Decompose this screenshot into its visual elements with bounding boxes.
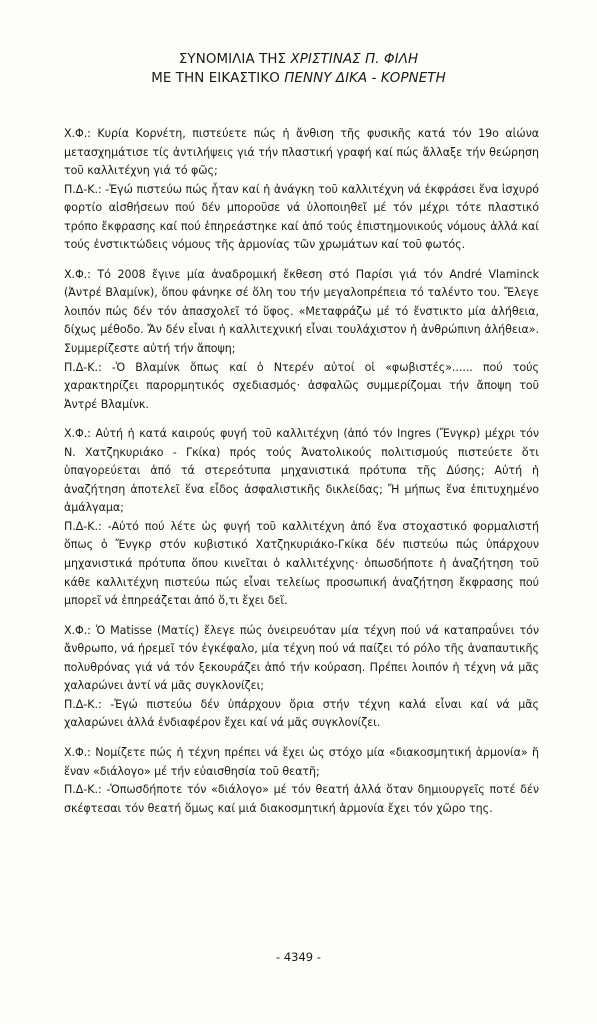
paragraph: Χ.Φ.: Τό 2008 ἔγινε μία ἀναδρομική ἔκθεση στό Παρίσι γιά τόν André Vlaminck (Ἀντρέ Βλαμίνκ), ὅπου φάνηκε σέ ὅλη του τήν μεγαλοπρέπεια τό ταλέντο του. Ἔλεγε λοιπόν πώς δέν τόν ἀπασχολεῖ τό ὕφος. «Μεταφράζω μέ τό ἔνστικτο μία ἀλήθεια, δίχως μέθοδο. Ἄν δέν εἶναι ἡ καλλιτεχνική εἶναι τουλάχιστον ἡ ἀνθρώπινη ἀλήθεια». Συμμερίζεστε αὐτή τήν ἄποψη; [64, 267, 539, 356]
paragraph: Π.Δ-Κ.: -Ἐγώ πιστεύω δέν ὑπάρχουν ὅρια στήν τέχνη καλά εἶναι καί νά μᾶς χαλαρώνει ἀλλά ἐνδιαφέρον ἔχει καί νά μᾶς συγκλονίζει. [64, 697, 539, 730]
interviewee-name: ΠΕΝΝΥ ΔΙΚΑ - ΚΟΡΝΕΤΗ [284, 71, 446, 86]
paragraph: Π.Δ-Κ.: -Ἐγώ πιστεύω πώς ἦταν καί ἡ ἀνάγκη τοῦ καλλιτέχνη νά ἐκφράσει ἕνα ἰσχυρό φορτίο αἰσθήσεων πού δέν μποροῦσε νά ὑλοποιηθεῖ μέ τόν μέχρι τότε πλαστικό τρόπο ἔκφρασης καί πού ἐπηρεάστηκε καί ἀπό τούς ἐπιστημονικούς νόμους ἀλλά καί τούς ἐνστικτώδεις νόμους τῆς ἁρμονίας τῶν χρωμάτων καί τοῦ φωτός. [64, 182, 539, 252]
interviewer-name: ΧΡΙΣΤΙΝΑΣ Π. ΦΙΛΗ [290, 52, 419, 67]
paragraph: Χ.Φ.: Αὐτή ἡ κατά καιρούς φυγή τοῦ καλλιτέχνη (ἀπό τόν Ingres (Ἔνγκρ) μέχρι τόν Ν. Χατζηκυριάκο - Γκίκα) πρός τούς Ἀνατολικούς πολιτισμούς πιστεύετε ὅτι ὑπαγορεύεται ἀπό τά στερεότυπα μηχανιστικά πρότυπα τῆς Δύσης; Αὐτή ἡ ἀναζήτηση ἀποτελεῖ ἕνα εἶδος ἀσφαλιστικῆς δικλείδας; Ἤ μήπως ἕνα ἐπιτυχημένο ἀμάλγαμα; [64, 427, 539, 515]
paragraph: Χ.Φ.: Νομίζετε πώς ἡ τέχνη πρέπει νά ἔχει ὡς στόχο μία «διακοσμητική ἁρμονία» ἤ ἕναν «διάλογο» μέ τήν εὐαισθησία τοῦ θεατῆ; [64, 745, 539, 778]
paragraph: Π.Δ-Κ.: -Ὁπωσδήποτε τόν «διάλογο» μέ τόν θεατή ἀλλά ὅταν δημιουργεῖς ποτέ δέν σκέφτεσαι τόν θεατή ὅμως καί μιά διακοσμητική ἁρμονία ἔχει τόν χῶρο της. [64, 783, 539, 815]
interview-body [64, 125, 539, 818]
paragraph: Π.Δ-Κ.: -Αὐτό πού λέτε ὡς φυγή τοῦ καλλιτέχνη ἀπό ἕνα στοχαστικό φορμαλιστή ὅπως ὁ Ἔνγκρ στόν κυβιστικό Χατζηκυριάκο-Γκίκα δέν πιστεύω πώς ὑπάρχουν μηχανιστικά πρότυπα ὅπου κινεῖται ὁ καλλιτέχνης· ὁπωσδήποτε ἡ ἀναζήτηση τοῦ κάθε καλλιτέχνη πιστεύω πώς εἶναι τελείως προσωπική ἀναζήτηση ἔκφρασης πού μπορεῖ νά ἐπηρεάζεται ἀπό ὅ,τι ἔχει δεῖ. [64, 519, 539, 608]
header-prefix-2: ΜΕ ΤΗΝ ΕΙΚΑΣΤΙΚΟ [151, 71, 285, 86]
header-prefix-1: ΣΥΝΟΜΙΛΙΑ ΤΗΣ [178, 52, 291, 67]
header-line-2 [0, 69, 597, 88]
page-number: - 4349 - [276, 950, 321, 964]
article-header [0, 50, 597, 88]
paragraph: Χ.Φ.: Ὁ Matisse (Ματίς) ἔλεγε πώς ὀνειρευόταν μία τέχνη πού νά καταπραΰνει τόν ἄνθρωπο, νά ἠρεμεῖ τόν ἐγκέφαλο, μία τέχνη πού νά παίζει τό ρόλο τῆς ἀναπαυτικῆς πολυθρόνας γιά νά τόν ξεκουράζει ἀπό τήν κούραση. Πρέπει λοιπόν ἡ τέχνη νά μᾶς χαλαρώνει ἀντί νά μᾶς συγκλονίζει; [64, 623, 539, 693]
header-line-1 [0, 50, 597, 69]
paragraph: Χ.Φ.: Κυρία Κορνέτη, πιστεύετε πώς ἡ ἄνθιση τῆς φυσικῆς κατά τόν 19ο αἰώνα μετασχημάτισε τίς ἀντιλήψεις γιά τήν πλαστική γραφή καί πώς ἄλλαξε τήν θεώρηση τοῦ καλλιτέχνη γιά τό φῶς; [64, 127, 539, 178]
paragraph: Π.Δ-Κ.: -Ὁ Βλαμίνκ ὅπως καί ὁ Ντερέν αὐτοί οἱ «φωβιστές»...... πού τούς χαρακτηρίζει παρορμητικός σχεδιασμός· ἀσφαλῶς συμμερίζομαι τήν ἄποψη τοῦ Ἀντρέ Βλαμίνκ. [64, 360, 539, 411]
